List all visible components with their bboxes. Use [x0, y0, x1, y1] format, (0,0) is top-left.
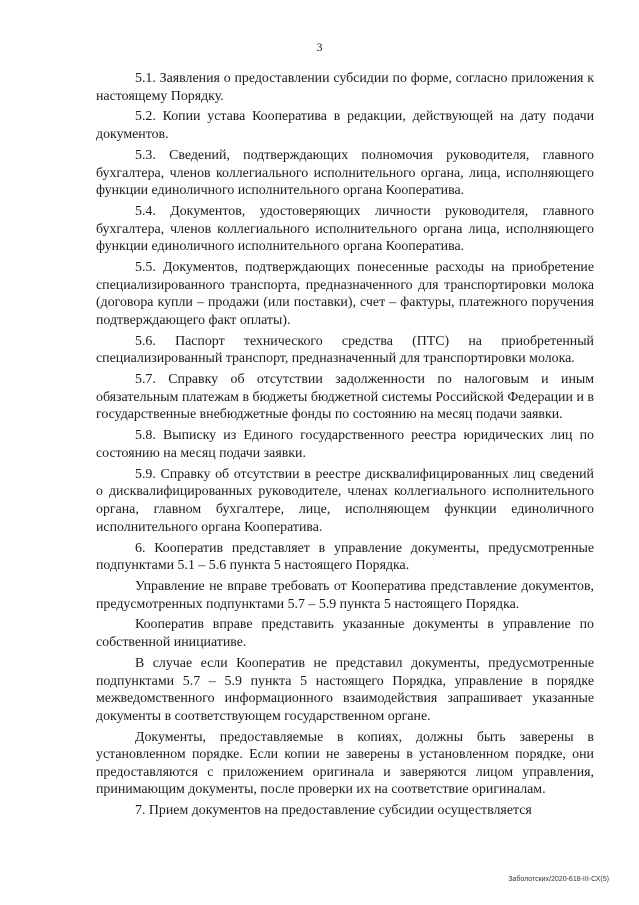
document-body [96, 70, 594, 823]
page-number: 3 [316, 40, 323, 54]
paragraph: Управление не вправе требовать от Кооператива представление документов, предусмотренных подпунктами 5.7 – 5.9 пункта 5 настоящего Порядка. [96, 579, 594, 612]
paragraph: 5.8. Выписку из Единого государственного реестра юридических лиц по состоянию на месяц подачи заявки. [96, 428, 594, 461]
document-footer-code: Заболотских/2020-618-III-СХ(5) [508, 876, 609, 883]
paragraph: 7. Прием документов на предоставление субсидии осуществляется [135, 803, 532, 819]
paragraph: 5.1. Заявления о предоставлении субсидии по форме, согласно приложения к настоящему Порядку. [96, 71, 594, 104]
paragraph: 5.4. Документов, удостоверяющих личности руководителя, главного бухгалтера, членов коллегиального исполнительного органа лица, исполняющего функции единоличного исполнительного органа Кооператива. [96, 204, 594, 255]
paragraph: 5.9. Справку об отсутствии в реестре дисквалифицированных лиц сведений о дисквалифицированных руководителе, членах коллегиального исполнительного органа, главном бухгалтере, лице, исполняющем функции единоличного исполнительного органа Кооператива. [96, 466, 594, 535]
paragraph: 5.7. Справку об отсутствии задолженности по налоговым и иным обязательным платежам в бюджеты бюджетной системы Российской Федерации и в государственные внебюджетные фонды по состоянию на месяц подачи заявки. [96, 372, 594, 423]
paragraph: 6. Кооператив представляет в управление документы, предусмотренные подпунктами 5.1 – 5.6 пункта 5 настоящего Порядка. [96, 540, 594, 574]
paragraph: Документы, предоставляемые в копиях, должны быть заверены в установленном порядке. Если копии не заверены в установленном порядке, они предоставляются с приложением оригинала и заверяются лицом управления, принимающим документы, после проверки их на соответствие оригиналам. [96, 729, 594, 798]
paragraph: В случае если Кооператив не представил документы, предусмотренные подпунктами 5.7 – 5.9 пункта 5 настоящего Порядка, управление в порядке межведомственного информационного взаимодействия запрашивает указанные документы в соответствующем государственном органе. [96, 655, 594, 724]
paragraph: 5.2. Копии устава Кооператива в редакции, действующей на дату подачи документов. [96, 109, 594, 143]
paragraph: Кооператив вправе представить указанные документы в управление по собственной инициативе. [96, 617, 594, 651]
paragraph: 5.5. Документов, подтверждающих понесенные расходы на приобретение специализированного транспорта, предназначенного для транспортировки молока (договора купли – продажи (или поставки), счет – фактуры, платежного поручения подтверждающего факт оплаты). [96, 260, 594, 328]
paragraph: 5.3. Сведений, подтверждающих полномочия руководителя, главного бухгалтера, членов коллегиального исполнительного органа, лица, исполняющего функции единоличного исполнительного органа Кооператива. [96, 147, 594, 199]
paragraph: 5.6. Паспорт технического средства (ПТС) на приобретенный специализированный транспорт, предназначенный для транспортировки молока. [96, 333, 594, 367]
